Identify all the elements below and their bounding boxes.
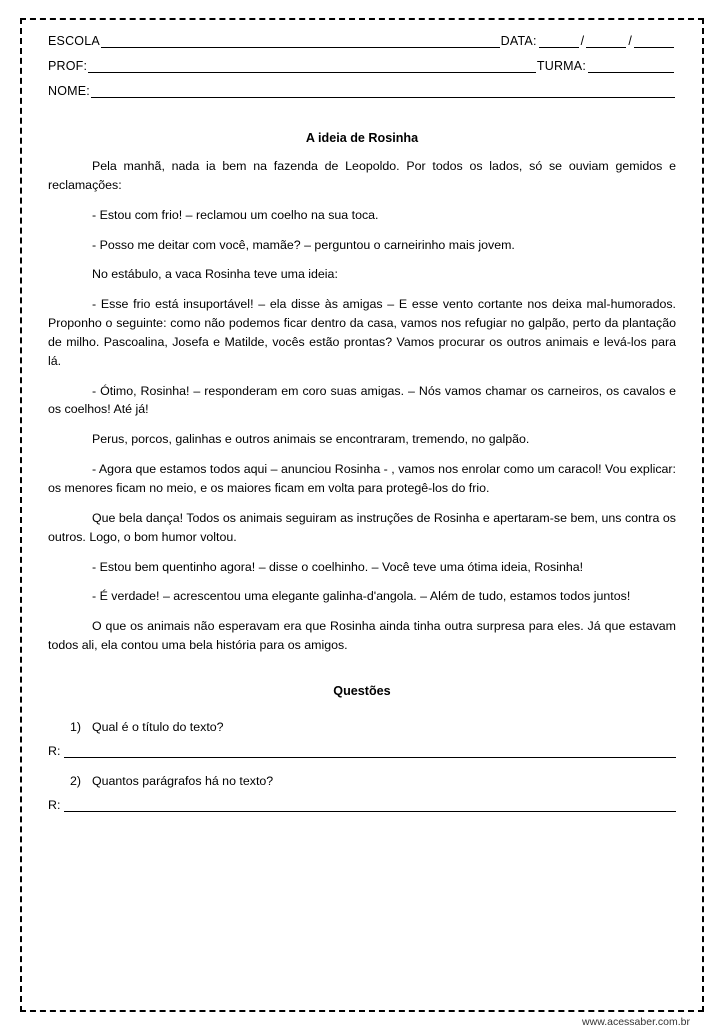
text-title: A ideia de Rosinha xyxy=(305,131,419,145)
question-row xyxy=(48,720,676,734)
question-item xyxy=(48,720,676,758)
question-row xyxy=(48,774,676,788)
data-separator-2: / xyxy=(628,34,632,48)
answer-row xyxy=(48,798,676,812)
question-number: 2) xyxy=(70,773,82,788)
escola-label: ESCOLA xyxy=(48,34,100,48)
nome-label: NOME: xyxy=(48,84,90,98)
data-day-line[interactable] xyxy=(539,34,579,48)
content-spacer xyxy=(48,828,676,1002)
questions-list xyxy=(48,720,676,828)
nome-input-line[interactable] xyxy=(91,84,675,98)
data-year-line[interactable] xyxy=(634,34,674,48)
header-row-nome xyxy=(48,84,676,98)
worksheet-sheet xyxy=(20,18,704,1012)
text-paragraph: Pela manhã, nada ia bem na fazenda de Leopoldo. Por todos os lados, só se ouviam gemidos e reclamações: xyxy=(48,159,676,192)
header-row-escola xyxy=(48,34,676,48)
answer-input-line[interactable] xyxy=(64,799,676,812)
question-text: Qual é o título do texto? xyxy=(92,719,224,734)
answer-label: R: xyxy=(48,743,61,758)
footer-site: www.acessaber.com.br xyxy=(582,1016,690,1028)
prof-label: PROF: xyxy=(48,59,88,73)
text-paragraph: - Agora que estamos todos aqui – anunciou Rosinha - , vamos nos enrolar como um caracol! Vou explicar: os menores ficam no meio, e os maiores ficam em volta para protegê-los do frio. xyxy=(48,462,676,495)
turma-input-line[interactable] xyxy=(588,59,674,73)
text-paragraph: Perus, porcos, galinhas e outros animais se encontraram, tremendo, no galpão. xyxy=(92,432,530,447)
text-paragraph: - Esse frio está insuportável! – ela disse às amigas – E esse vento cortante nos deixa mal-humorados. Proponho o seguinte: como não podemos ficar dentro da casa, vamos nos refugiar no galpão, perto da plantação de milho. Pascoalina, Josefa e Matilde, vocês estão prontas? Vamos procurar os outros animais e levá-los para lá. xyxy=(48,297,676,368)
data-month-line[interactable] xyxy=(586,34,626,48)
header-row-prof xyxy=(48,59,676,73)
worksheet-content xyxy=(48,123,676,1002)
text-paragraph: - É verdade! – acrescentou uma elegante galinha-d'angola. – Além de tudo, estamos todos juntos! xyxy=(92,589,631,604)
question-text: Quantos parágrafos há no texto? xyxy=(92,773,274,788)
text-paragraph: O que os animais não esperavam era que Rosinha ainda tinha outra surpresa para eles. Já que estavam todos ali, ela contou uma bela história para os amigos. xyxy=(48,619,676,653)
text-paragraph: - Posso me deitar com você, mamãe? – perguntou o carneirinho mais jovem. xyxy=(92,237,515,252)
text-paragraph: Que bela dança! Todos os animais seguiram as instruções de Rosinha e apertaram-se bem, uns contra os outros. Logo, o bom humor voltou. xyxy=(48,510,676,544)
text-paragraph: - Estou bem quentinho agora! – disse o coelhinho. – Você teve uma ótima ideia, Rosinha! xyxy=(92,559,584,574)
escola-input-line[interactable] xyxy=(101,34,500,48)
data-separator-1: / xyxy=(580,34,585,48)
answer-input-line[interactable] xyxy=(64,745,676,758)
text-paragraph: - Ótimo, Rosinha! – responderam em coro suas amigas. – Nós vamos chamar os carneiros, os cavalos e os coelhos! Até já! xyxy=(48,383,676,417)
answer-label: R: xyxy=(48,797,61,812)
text-paragraph: - Estou com frio! – reclamou um coelho na sua toca. xyxy=(92,207,379,222)
questions-heading: Questões xyxy=(333,683,391,698)
question-number: 1) xyxy=(70,719,82,734)
turma-label: TURMA: xyxy=(536,59,586,73)
data-label: DATA: xyxy=(500,34,537,48)
prof-input-line[interactable] xyxy=(88,59,536,73)
answer-row xyxy=(48,744,676,758)
question-item xyxy=(48,774,676,812)
text-paragraph: No estábulo, a vaca Rosinha teve uma ideia: xyxy=(92,267,338,282)
